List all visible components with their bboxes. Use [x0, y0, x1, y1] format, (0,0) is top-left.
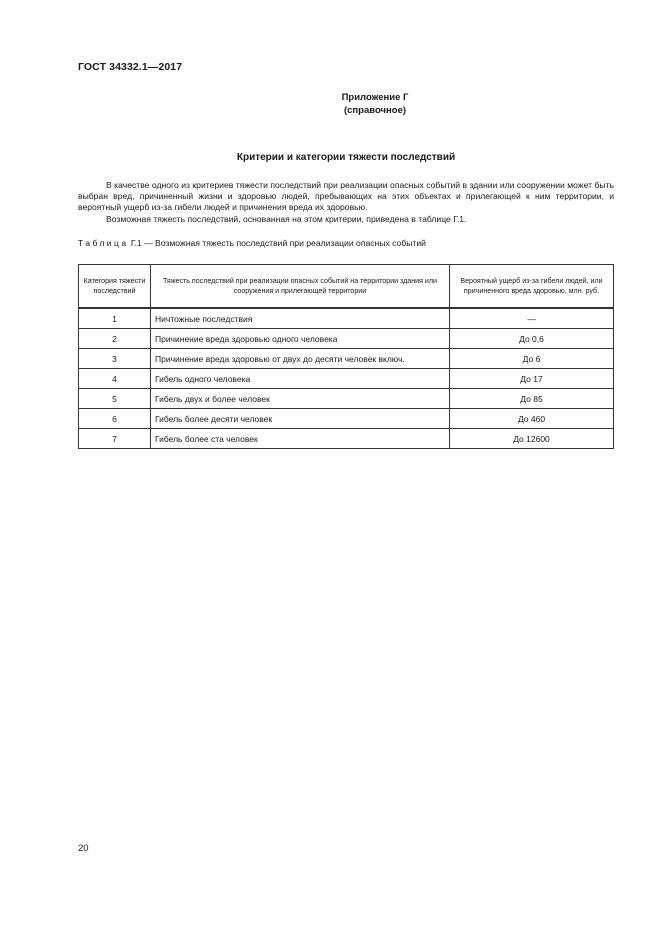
table-header-row [79, 265, 614, 309]
document-standard-header: ГОСТ 34332.1—2017 [78, 61, 183, 73]
cell-category: 5 [79, 389, 151, 409]
cell-severity: Причинение вреда здоровью от двух до десяти человек включ. [151, 349, 450, 369]
severity-table [78, 264, 614, 449]
cell-damage: — [450, 308, 614, 329]
cell-category: 2 [79, 329, 151, 349]
cell-damage: До 6 [450, 349, 614, 369]
cell-damage: До 17 [450, 369, 614, 389]
appendix-title: Приложение Г [341, 92, 409, 103]
cell-severity: Гибель двух и более человек [151, 389, 450, 409]
table-row [79, 369, 614, 389]
cell-damage: До 460 [450, 409, 614, 429]
header-severity: Тяжесть последствий при реализации опасных событий на территории здания или сооружения и прилегающей территории [151, 265, 450, 309]
cell-damage: До 0,6 [450, 329, 614, 349]
appendix-subtitle: (справочное) [343, 105, 407, 116]
cell-severity: Ничтожные последствия [151, 308, 450, 329]
table-row [79, 329, 614, 349]
section-title: Критерии и категории тяжести последствий [236, 152, 456, 163]
cell-severity: Причинение вреда здоровью одного человека [151, 329, 450, 349]
cell-category: 3 [79, 349, 151, 369]
header-category: Категория тяжести последствий [79, 265, 151, 309]
cell-damage: До 85 [450, 389, 614, 409]
table-row [79, 429, 614, 449]
table-row [79, 349, 614, 369]
cell-severity: Гибель более ста человек [151, 429, 450, 449]
table-caption [78, 238, 426, 248]
cell-damage: До 12600 [450, 429, 614, 449]
cell-category: 7 [79, 429, 151, 449]
body-paragraph-2: Возможная тяжесть последствий, основанная на этом критерии, приведена в таблице Г.1. [106, 214, 467, 224]
body-paragraph-1: В качестве одного из критериев тяжести последствий при реализации опасных событий в здании или сооружении может быть выбран вред, причиненный жизни и здоровью людей, пребывающих на этих объектах и прилегающей к ним территории, и вероятный ущерб из-за гибели людей и причинения вреда их здоровью. [78, 180, 614, 213]
cell-category: 1 [79, 308, 151, 329]
cell-category: 4 [79, 369, 151, 389]
table-caption-label: Таблица [78, 238, 129, 248]
table-row [79, 308, 614, 329]
header-damage: Вероятный ущерб из-за гибели людей, или причиненного вреда здоровью, млн. руб. [450, 265, 614, 309]
page-number: 20 [78, 843, 89, 854]
appendix-heading [300, 91, 450, 117]
cell-severity: Гибель более десяти человек [151, 409, 450, 429]
table-caption-text: Г.1 — Возможная тяжесть последствий при реализации опасных событий [128, 238, 426, 248]
table-row [79, 389, 614, 409]
table-row [79, 409, 614, 429]
cell-severity: Гибель одного человека [151, 369, 450, 389]
cell-category: 6 [79, 409, 151, 429]
